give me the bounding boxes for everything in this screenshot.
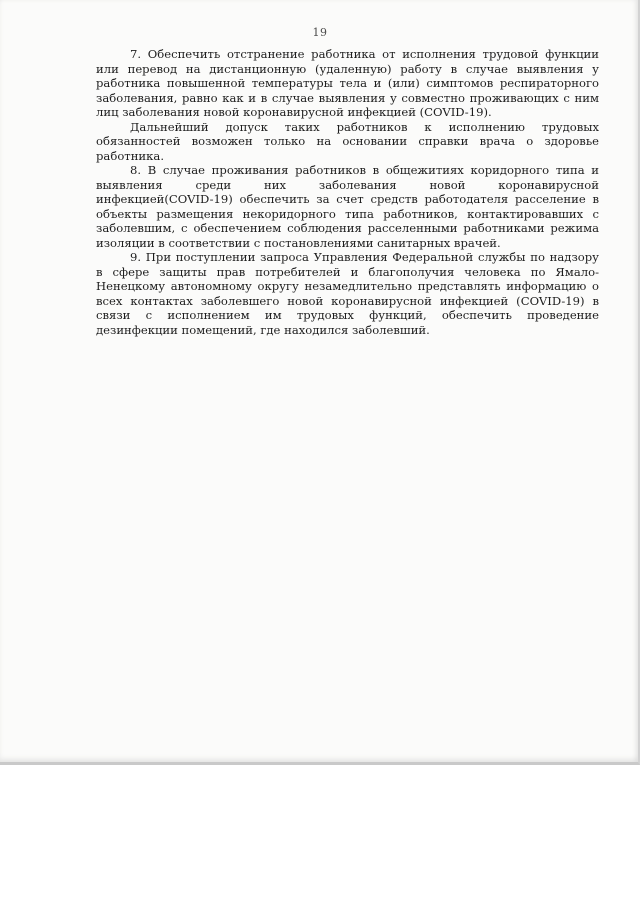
paragraph-9 xyxy=(96,250,599,337)
paragraph-8 xyxy=(96,163,599,250)
text-line: всех контактах заболевшего новой коронавирусной инфекцией (COVID-19) в xyxy=(96,293,599,308)
text-line: в сфере защиты прав потребителей и благополучия человека по Ямало- xyxy=(96,264,599,279)
paragraph-7 xyxy=(96,47,599,120)
text-line: 8. В случае проживания работников в общежитиях коридорного типа и xyxy=(130,163,599,177)
paragraph-7-continuation xyxy=(96,120,599,164)
text-line: работника. xyxy=(96,148,165,163)
text-line: заболевшим, с обеспечением соблюдения расселенными работниками режима xyxy=(96,221,599,235)
text-line: выявления среди них заболевания новой коронавирусной xyxy=(96,177,599,192)
text-line: работника повышенной температуры тела и (или) симптомов респираторного xyxy=(96,76,599,90)
text-line: или перевод на дистанционную (удаленную) работу в случае выявления у xyxy=(96,61,599,76)
text-line: дезинфекции помещений, где находился заболевший. xyxy=(96,322,430,337)
text-line: Дальнейший допуск таких работников к исполнению трудовых xyxy=(130,119,599,134)
text-line: инфекцией(COVID-19) обеспечить за счет средств работодателя расселение в xyxy=(96,192,599,206)
blank-area xyxy=(0,765,640,905)
text-line: изоляции в соответствии с постановлениями санитарных врачей. xyxy=(96,235,501,250)
text-line: Ненецкому автономному округу незамедлительно представлять информацию о xyxy=(96,279,599,293)
text-line: обязанностей возможен только на основании справки врача о здоровье xyxy=(96,134,599,148)
text-line: 9. При поступлении запроса Управления Федеральной службы по надзору xyxy=(130,250,599,264)
text-line: лиц заболевания новой коронавирусной инфекцией (COVID-19). xyxy=(96,105,492,119)
text-line: связи с исполнением им трудовых функций, обеспечить проведение xyxy=(96,308,599,322)
page-number: 19 xyxy=(312,26,328,39)
document-body xyxy=(96,47,599,337)
text-line: объекты размещения некоридорного типа работников, контактировавших с xyxy=(96,206,599,221)
text-line: 7. Обеспечить отстранение работника от исполнения трудовой функции xyxy=(130,47,599,61)
text-line: заболевания, равно как и в случае выявления у совместно проживающих с ним xyxy=(96,90,599,105)
